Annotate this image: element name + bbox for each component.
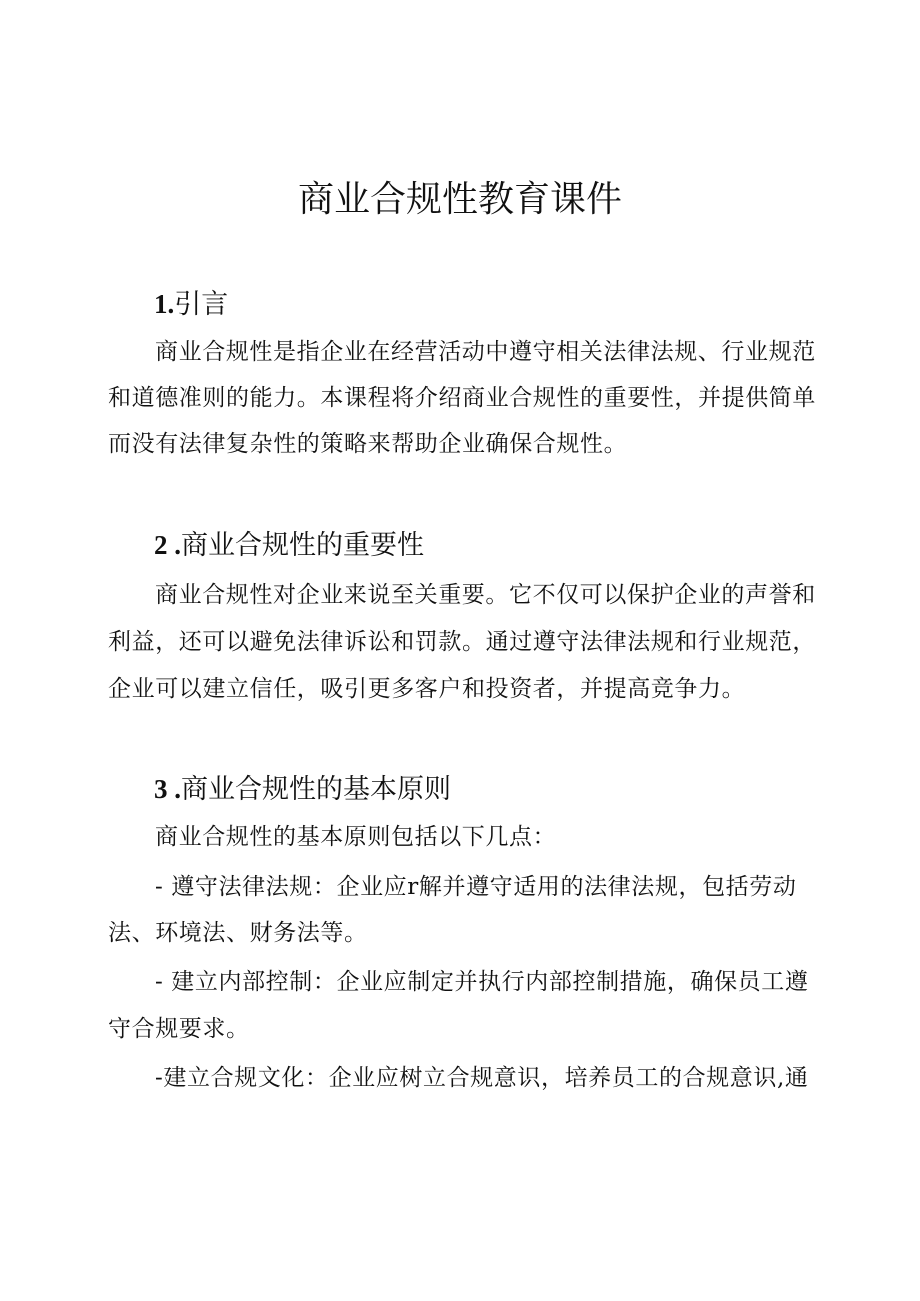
section-2-line-1: 商业合规性对企业来说至关重要。它不仅可以保护企业的声誉和 xyxy=(155,582,816,608)
section-1-title: 引言 xyxy=(174,289,229,320)
section-2-title: 商业合规性的重要性 xyxy=(181,530,424,561)
document-title: 商业合规性教育课件 xyxy=(297,179,622,220)
section-3-heading xyxy=(154,771,451,808)
section-1-line-3: 而没有法律复杂性的策略来帮助企业确保合规性。 xyxy=(108,431,628,457)
section-3-title: 商业合规性的基本原则 xyxy=(181,774,451,805)
section-3-number: 3 . xyxy=(154,774,181,804)
section-1-number: 1. xyxy=(154,289,175,319)
section-3-line-3: 法、环境法、财务法等。 xyxy=(108,920,368,946)
section-2-heading xyxy=(154,527,424,564)
section-1-line-2: 和道德准则的能力。本课程将介绍商业合规性的重要性，并提供简单 xyxy=(108,385,816,411)
section-3-line-2: - 遵守法律法规：企业应r解并遵守适用的法律法规，包括劳动 xyxy=(155,874,797,900)
section-3-line-6: -建立合规文化：企业应树立合规意识，培养员工的合规意识,通 xyxy=(155,1065,809,1091)
section-3-line-1: 商业合规性的基本原则包括以下几点： xyxy=(155,824,557,850)
section-1-line-1: 商业合规性是指企业在经营活动中遵守相关法律法规、行业规范 xyxy=(155,339,816,365)
section-2-number: 2 . xyxy=(154,530,181,560)
section-1-heading xyxy=(154,286,228,323)
section-3-line-5: 守合规要求。 xyxy=(108,1016,250,1042)
section-2-line-2: 利益，还可以避免法律诉讼和罚款。通过遵守法律法规和行业规范， xyxy=(108,629,816,655)
section-3-line-4: - 建立内部控制：企业应制定并执行内部控制措施，确保员工遵 xyxy=(155,969,809,995)
section-2-line-3: 企业可以建立信任，吸引更多客户和投资者，并提高竞争力。 xyxy=(108,676,746,702)
